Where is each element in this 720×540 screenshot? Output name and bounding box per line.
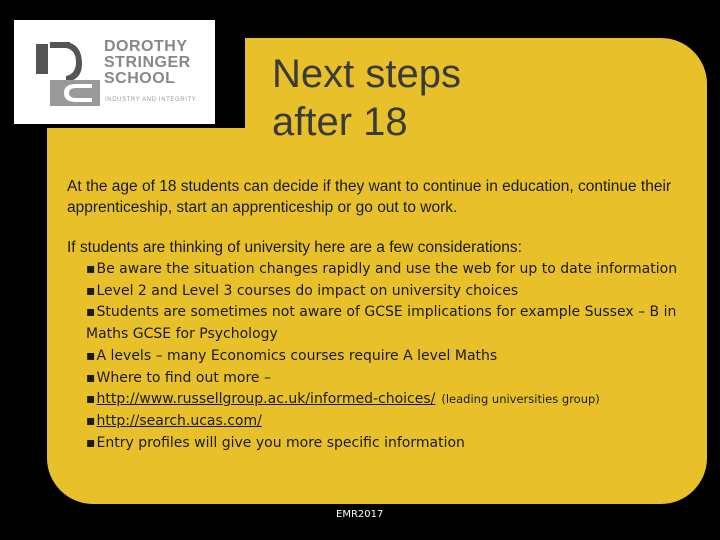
list-item-russell (86, 389, 686, 411)
list-item: ▪ Where to find out more – (86, 368, 686, 390)
logo-wordmark (104, 39, 191, 87)
list-item: ▪ Be aware the situation changes rapidly and use the web for up to date information (86, 259, 686, 281)
logo-tagline: INDUSTRY AND INTEGRITY (105, 97, 197, 103)
logo-line-2: STRINGER (104, 54, 191, 71)
intro-paragraph: At the age of 18 students can decide if they want to continue in education, continue their apprenticeship, start an apprenticeship or go out to work. (67, 178, 672, 216)
slide-title (272, 50, 461, 146)
logo-line-1: DOROTHY (104, 38, 188, 55)
russell-group-note: (leading universities group) (441, 392, 600, 407)
ds-monogram-icon (36, 40, 100, 106)
list-item-ucas (86, 411, 686, 433)
ucas-search-link[interactable]: http://search.ucas.com/ (96, 412, 262, 429)
slide-title-line-1: Next steps (272, 52, 461, 96)
list-item: ▪ Entry profiles will give you more specific information (86, 433, 686, 455)
list-item: ▪ A levels – many Economics courses require A level Maths (86, 346, 686, 368)
university-heading: If students are thinking of university here are a few considerations: (67, 239, 522, 256)
russell-group-link[interactable]: http://www.russellgroup.ac.uk/informed-choices/ (96, 391, 436, 408)
school-logo (14, 20, 215, 124)
list-item: ▪ Students are sometimes not aware of GCSE implications for example Sussex – B in Maths GCSE for Psychology (86, 302, 686, 345)
slide-title-line-2: after 18 (272, 100, 408, 144)
logo-line-3: SCHOOL (104, 70, 176, 87)
considerations-list (86, 259, 686, 454)
footer-credit: EMR2017 (336, 509, 384, 520)
list-item: ▪ Level 2 and Level 3 courses do impact on university choices (86, 281, 686, 303)
